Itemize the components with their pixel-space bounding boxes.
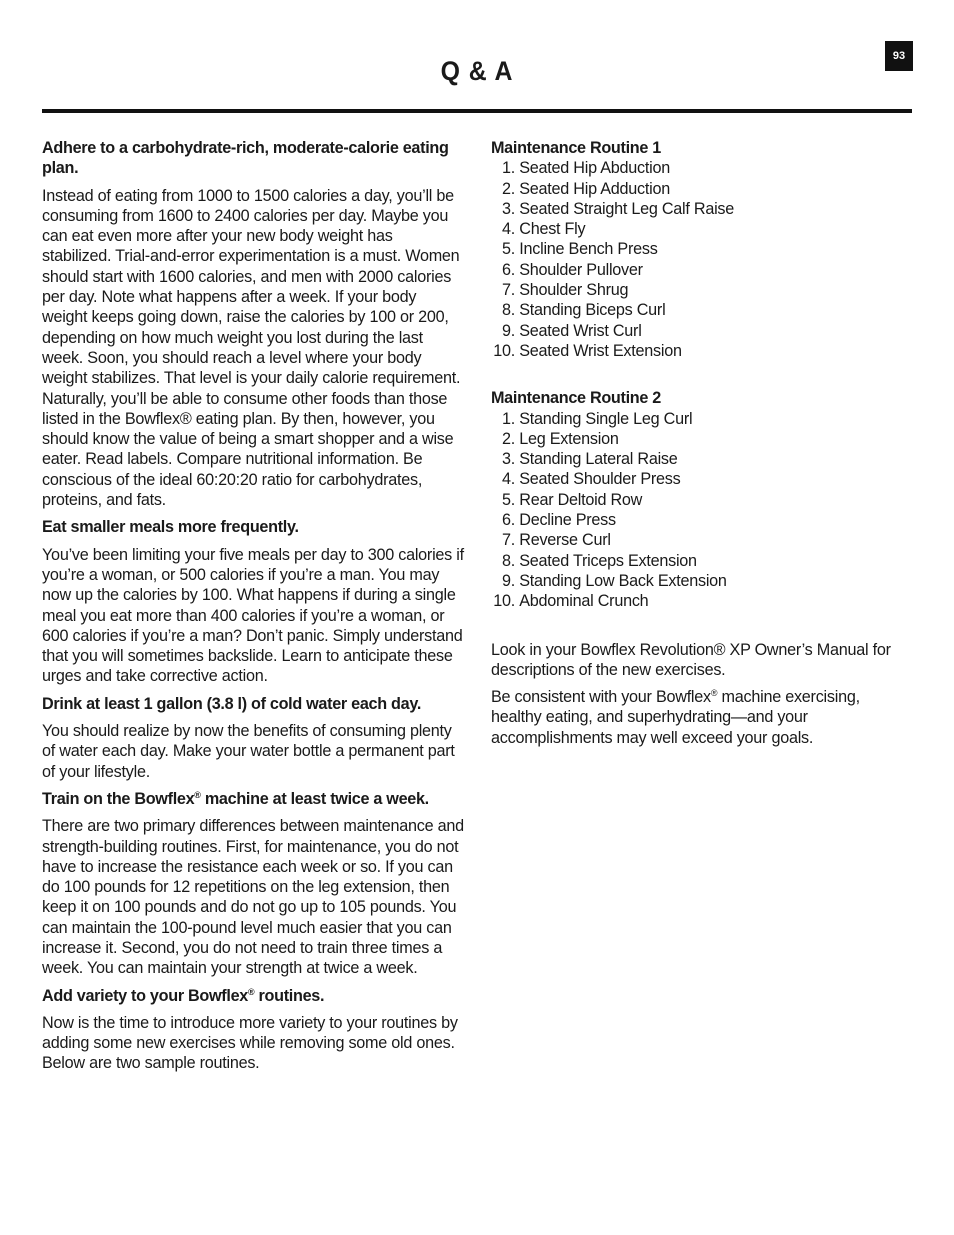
routine1-item-number: 2. <box>501 179 515 198</box>
routine1-item <box>491 199 911 219</box>
routine2-item <box>491 490 911 510</box>
routine1-item-number: 4. <box>501 220 515 239</box>
routine1-item-label: Incline Bench Press <box>519 240 658 259</box>
routine2-item-label: Seated Triceps Extension <box>519 551 697 570</box>
page-title: Q & A <box>440 56 514 86</box>
heading-water: Drink at least 1 gallon (3.8 l) of cold water each day. <box>42 694 422 713</box>
routine1-item-number: 7. <box>501 281 515 300</box>
routine2-item <box>491 571 911 591</box>
routine-1-list <box>491 158 911 361</box>
routine2-item-label: Standing Single Leg Curl <box>519 409 693 428</box>
routine1-item-label: Chest Fly <box>519 220 586 239</box>
routine2-item <box>491 449 911 469</box>
routine2-item <box>491 409 911 429</box>
routine1-item-label: Seated Wrist Extension <box>519 341 682 360</box>
routine1-item-number: 9. <box>501 321 515 340</box>
routine2-item-number: 5. <box>501 490 515 509</box>
paragraph-train-twice: There are two primary differences between maintenance and strength-building routines. First, for maintenance, you do not have to increase the resistance each week or so. If you can do 100 pounds for 12 repetitions on the leg extension, then keep it on 100 pounds and do not go up to 105 pounds. You can maintain the 100-pound level much easier that you can increase it. Second, you do not need to train three times a week. You can maintain your strength at twice a week. <box>42 817 464 978</box>
routine1-item <box>491 260 911 280</box>
heading-add-variety: Add variety to your Bowflex® routines. <box>42 986 325 1005</box>
routine2-item-number: 10. <box>493 592 515 611</box>
routine2-item-label: Reverse Curl <box>519 531 611 550</box>
left-column <box>42 138 464 1081</box>
routine2-item <box>491 510 911 530</box>
routine2-item <box>491 530 911 550</box>
routine2-item-number: 3. <box>501 450 515 469</box>
paragraph-owners-manual: Look in your Bowflex Revolution® XP Owner’s Manual for descriptions of the new exercises. <box>491 640 891 679</box>
heading-smaller-meals: Eat smaller meals more frequently. <box>42 518 299 537</box>
heading-train-twice: Train on the Bowflex® machine at least twice a week. <box>42 789 429 808</box>
routine1-item-label: Shoulder Pullover <box>519 260 643 279</box>
routine2-item-label: Rear Deltoid Row <box>519 490 643 509</box>
routine1-item-label: Seated Hip Abduction <box>519 159 670 178</box>
routine2-item <box>491 551 911 571</box>
routine1-item <box>491 300 911 320</box>
routine2-item-label: Standing Low Back Extension <box>519 571 727 590</box>
routine2-item-label: Standing Lateral Raise <box>519 450 678 469</box>
routine1-item-number: 10. <box>493 341 515 360</box>
routine1-item-number: 8. <box>501 301 515 320</box>
routine1-item-label: Seated Straight Leg Calf Raise <box>519 199 735 218</box>
routine2-item-number: 9. <box>501 571 515 590</box>
routine1-item-label: Shoulder Shrug <box>519 281 629 300</box>
routine1-item-number: 6. <box>501 260 515 279</box>
routine2-item-number: 6. <box>501 511 515 530</box>
routine1-item <box>491 280 911 300</box>
routine2-item-label: Leg Extension <box>519 429 619 448</box>
paragraph-be-consistent: Be consistent with your Bowflex® machine exercising, healthy eating, and superhydrating—and your accomplishments may well exceed your goals. <box>491 688 860 747</box>
routine2-item-number: 7. <box>501 531 515 550</box>
routine-2-list <box>491 409 911 612</box>
routine2-item-label: Abdominal Crunch <box>519 592 649 611</box>
routine2-item <box>491 429 911 449</box>
paragraph-water: You should realize by now the benefits of consuming plenty of water each day. Make your water bottle a permanent part of your lifestyle. <box>42 722 455 781</box>
routine2-item-label: Decline Press <box>519 511 616 530</box>
routine2-item <box>491 469 911 489</box>
routine2-item-number: 4. <box>501 470 515 489</box>
routine1-item-number: 1. <box>501 159 515 178</box>
routine2-item-number: 1. <box>501 409 515 428</box>
paragraph-add-variety: Now is the time to introduce more variety to your routines by adding some new exercises while removing some old ones. Below are two sample routines. <box>42 1013 458 1073</box>
routine2-item-number: 2. <box>501 429 515 448</box>
routine1-item <box>491 179 911 199</box>
routine1-item <box>491 239 911 259</box>
routine1-item-label: Seated Wrist Curl <box>519 321 642 340</box>
page-number: 93 <box>885 41 913 71</box>
title-rule <box>42 109 912 113</box>
routine2-item-number: 8. <box>501 551 515 570</box>
paragraph-smaller-meals: You’ve been limiting your five meals per day to 300 calories if you’re a woman, or 500 calories if you’re a man. You may now up the calories by 100. What happens if during a single meal you eat more than 400 calories if you’re a woman, or 600 calories if you’re a man? Don’t panic. Simply understand that you will sometimes backslide. Learn to anticipate these urges and take corrective action. <box>42 545 464 686</box>
routine1-item-number: 3. <box>501 199 515 218</box>
routine1-item <box>491 341 911 361</box>
right-column <box>491 138 911 755</box>
routine-2-title: Maintenance Routine 2 <box>491 389 661 408</box>
routine-1-title: Maintenance Routine 1 <box>491 139 661 157</box>
routine1-item-number: 5. <box>501 240 515 259</box>
routine2-item <box>491 591 911 611</box>
routine1-item-label: Standing Biceps Curl <box>519 301 666 320</box>
paragraph-eating-plan: Instead of eating from 1000 to 1500 calories a day, you’ll be consuming from 1600 to 2400 calories per day. Maybe you can eat even more after your new body weight has stabilized. Trial-and-error experimentation is a must. Women should start with 1600 calories, and men with 2000 calories per day. Note what happens after a week. If your body weight keeps going down, raise the calories by 100 or 200, depending on how much weight you lost during the last week. Soon, you should reach a level where your body weight stabilizes. That level is your daily calorie requirement. Naturally, you’ll be able to consume other foods than those listed in the Bowflex® eating plan. By then, however, you should know the value of being a smart shopper and a wise eater. Read labels. Compare nutritional information. Be conscious of the ideal 60:20:20 ratio for carbohydrates, proteins, and fats. <box>42 186 461 510</box>
routine1-item <box>491 321 911 341</box>
heading-eating-plan: Adhere to a carbohydrate-rich, moderate-calorie eating plan. <box>42 139 449 178</box>
routine2-item-label: Seated Shoulder Press <box>519 470 681 489</box>
routine1-item <box>491 158 911 178</box>
routine1-item <box>491 219 911 239</box>
routine1-item-label: Seated Hip Adduction <box>519 179 670 198</box>
